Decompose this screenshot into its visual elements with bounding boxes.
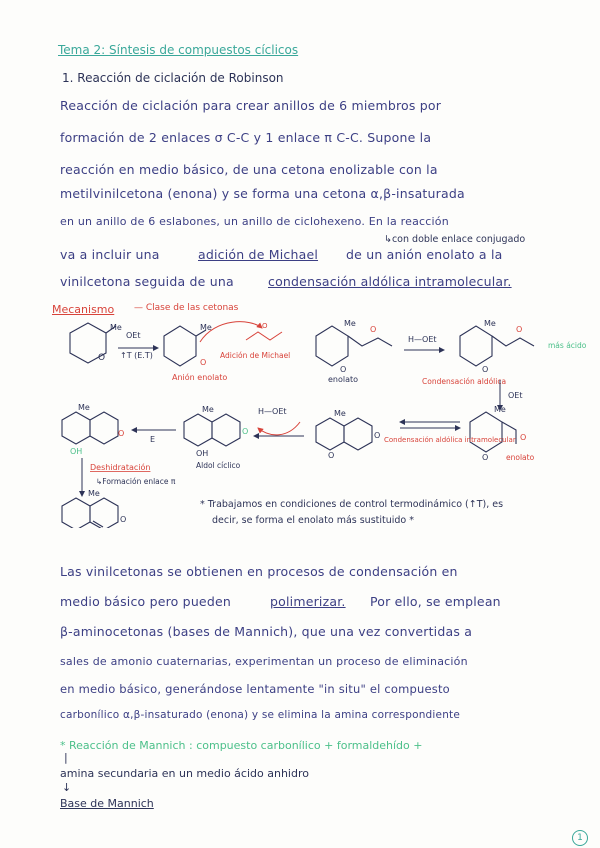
carbonyl-o-1: O: [98, 353, 106, 363]
methyl-label-6: Me: [334, 409, 346, 418]
intro-line-3: reacción en medio básico, de una cetona enolizable con la: [60, 162, 438, 177]
polymerize-term: polimerizar.: [270, 594, 346, 609]
e1cb-label: E: [150, 435, 156, 444]
enolate4-o: O: [118, 429, 125, 438]
page-title: Tema 2: Síntesis de compuestos cíclicos: [58, 43, 299, 57]
aldol-o: O: [242, 427, 249, 436]
methyl-label-1: Me: [110, 323, 122, 332]
michael-label: Adición de Michael: [220, 351, 291, 360]
ketone-o-3: O: [482, 365, 489, 374]
intramolecular-label: Condensación aldólica intramolecular: [384, 436, 516, 444]
aldol-oh: OH: [196, 449, 209, 458]
conditions-label: ↑T (E.T): [120, 351, 153, 360]
enolate-3: [470, 412, 516, 452]
ketone-o-2: O: [340, 365, 347, 374]
proton-source-2: H—OEt: [258, 407, 287, 416]
diketone: [460, 326, 534, 366]
pi-bond-formation-label: ↳Formación enlace π: [96, 477, 176, 486]
intro-line-5: en un anillo de 6 eslabones, un anillo de ciclohexeno. En la reacción: [60, 215, 449, 228]
page-number: 1: [572, 830, 588, 846]
mannich-arrow-2: ↓: [62, 781, 72, 794]
enolate-o-1: O: [200, 358, 207, 367]
proton-source-1: H—OEt: [408, 335, 437, 344]
thermo-note-2: decir, se forma el enolato más sustituido *: [212, 515, 415, 526]
product-enone: [62, 498, 118, 528]
closing-line-1: Las vinilcetonas se obtienen en procesos de condensación en: [60, 564, 458, 579]
aldol-condensation-term: condensación aldólica intramolecular.: [268, 274, 512, 289]
section-heading: 1. Reacción de ciclación de Robinson: [62, 71, 284, 85]
methyl-label-4: Me: [484, 319, 496, 328]
methyl-label-9: Me: [88, 489, 100, 498]
enolate-label-3: enolato: [506, 453, 535, 462]
alkoxide-o: O: [328, 451, 335, 460]
closing-line-2a: medio básico pero pueden: [60, 594, 231, 609]
conjugated-note: ↳con doble enlace conjugado: [384, 234, 526, 245]
michael-addition-term: adición de Michael: [198, 247, 319, 262]
aldol-condensation-label: Condensación aldólica: [422, 377, 507, 386]
closing-line-4: sales de amonio cuaternarias, experimentan un proceso de eliminación: [60, 655, 468, 668]
intro-line-6a: va a incluir una: [60, 247, 160, 262]
closing-line-6: carbonílico α,β-insaturado (enona) y se elimina la amina correspondiente: [60, 709, 461, 721]
enolate4-oh: OH: [70, 447, 83, 456]
bicyclic-alkoxide: [316, 418, 372, 450]
product-o: O: [120, 515, 127, 524]
ketone-o-5: O: [482, 453, 489, 462]
closing-line-3: β-aminocetonas (bases de Mannich), que una vez convertidas a: [60, 624, 473, 639]
dehydration-label: Deshidratación: [90, 463, 151, 472]
mannich-arrow-1: |: [64, 751, 68, 764]
methyl-label-8: Me: [78, 403, 90, 412]
enolate-2: [316, 326, 392, 366]
enolate-label-2: enolato: [328, 375, 359, 384]
thermo-note-1: * Trabajamos en condiciones de control termodinámico (↑T), es: [200, 499, 504, 510]
mechanism-heading-note: — Clase de las cetonas: [134, 303, 239, 313]
aldol-cyclic-label: Aldol cíclico: [196, 461, 241, 470]
methyl-label-2: Me: [200, 323, 212, 332]
base-label-2: OEt: [508, 391, 523, 400]
mvk-o: O: [262, 322, 268, 330]
enolate-anion-label: Anión enolato: [172, 373, 228, 382]
mechanism-scheme: [0, 318, 600, 528]
mannich-base: Base de Mannich: [60, 797, 154, 810]
methyl-label-5: Me: [494, 405, 506, 414]
aldol-cyclic: [184, 414, 240, 446]
enolate-o-3: O: [520, 433, 527, 442]
methyl-label-3: Me: [344, 319, 356, 328]
mechanism-heading: Mecanismo: [52, 303, 115, 316]
closing-line-5: en medio básico, generándose lentamente "in situ" el compuesto: [60, 682, 450, 696]
intro-line-1: Reacción de ciclación para crear anillos de 6 miembros por: [60, 98, 442, 113]
amine-line: amina secundaria en un medio ácido anhidro: [60, 767, 309, 780]
ketone-o-4: O: [516, 325, 523, 334]
enolate-o-2: O: [370, 325, 377, 334]
enolate-4: [62, 412, 118, 444]
intro-line-4: metilvinilcetona (enona) y se forma una cetona α,β-insaturada: [60, 186, 465, 201]
intro-line-7a: vinilcetona seguida de una: [60, 274, 234, 289]
ketone-o-6: O: [374, 431, 381, 440]
base-label: OEt: [126, 331, 141, 340]
closing-line-2c: Por ello, se emplean: [370, 594, 501, 609]
intro-line-2: formación de 2 enlaces σ C-C y 1 enlace π C-C. Supone la: [60, 130, 432, 145]
intro-line-6c: de un anión enolato a la: [346, 247, 503, 262]
mvk-reagent: [246, 332, 282, 340]
mannich-reaction: * Reacción de Mannich : compuesto carbonílico + formaldehído +: [60, 739, 423, 752]
methyl-label-7: Me: [202, 405, 214, 414]
more-acidic-label: más ácido: [548, 341, 587, 350]
